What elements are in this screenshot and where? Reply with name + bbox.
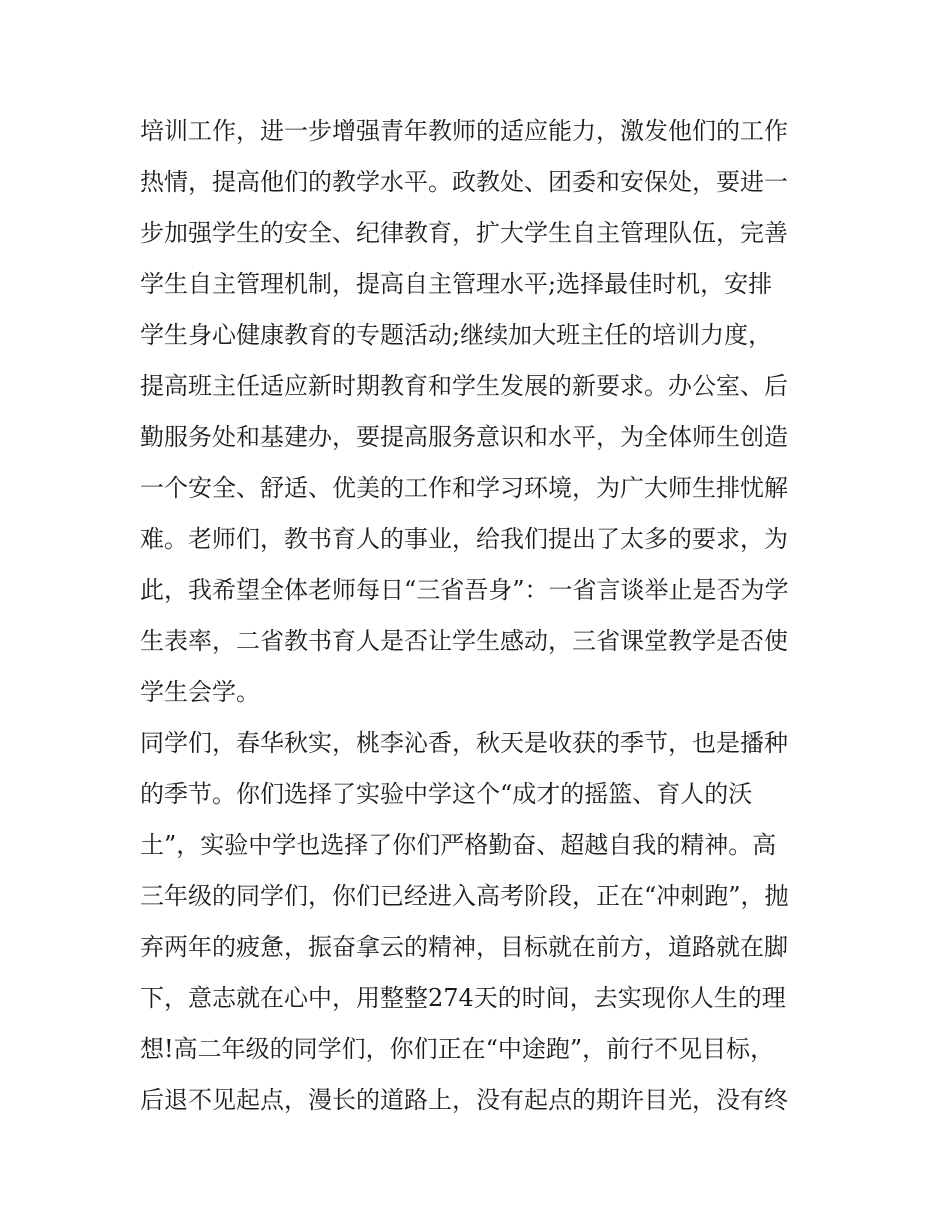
text-line-9: 难。老师们，教书育人的事业，给我们提出了太多的要求，为 [140, 525, 788, 553]
text-line-19: 想!高二年级的同学们，你们正在“中途跑”，前行不见目标， [140, 1035, 775, 1063]
text-line-8: 一个安全、舒适、优美的工作和学习环境，为广大师生排忧解 [140, 474, 788, 502]
text-line-7: 勤服务处和基建办，要提高服务意识和水平，为全体师生创造 [140, 423, 788, 451]
text-line-17: 弃两年的疲惫，振奋拿云的精神，目标就在前方，道路就在脚 [140, 933, 788, 961]
text-line-2: 热情，提高他们的教学水平。政教处、团委和安保处，要进一 [140, 168, 788, 196]
text-line-11: 生表率，二省教书育人是否让学生感动，三省课堂教学是否使 [140, 627, 788, 655]
text-line-15: 土”，实验中学也选择了你们严格勤奋、超越自我的精神。高 [140, 831, 777, 859]
text-line-4: 学生自主管理机制，提高自主管理水平;选择最佳时机，安排 [140, 270, 773, 298]
text-line-14: 的季节。你们选择了实验中学这个“成才的摇篮、育人的沃 [140, 780, 753, 808]
text-line-13: 同学们，春华秋实，桃李沁香，秋天是收获的季节，也是播种 [140, 729, 788, 757]
text-line-16: 三年级的同学们，你们已经进入高考阶段，正在“冲刺跑”，抛 [140, 882, 789, 910]
text-line-5: 学生身心健康教育的专题活动;继续加大班主任的培训力度， [140, 321, 773, 349]
text-line-10: 此，我希望全体老师每日“三省吾身”：一省言谈举止是否为学 [140, 576, 789, 604]
text-line-20: 后退不见起点，漫长的道路上，没有起点的期许目光，没有终 [140, 1086, 788, 1114]
text-line-12: 学生会学。 [140, 678, 260, 706]
text-line-1: 培训工作，进一步增强青年教师的适应能力，激发他们的工作 [140, 117, 788, 145]
text-line-6: 提高班主任适应新时期教育和学生发展的新要求。办公室、后 [140, 372, 788, 400]
document-body [140, 106, 820, 1126]
text-line-18: 下，意志就在心中，用整整274天的时间，去实现你人生的理 [140, 984, 786, 1012]
text-line-3: 步加强学生的安全、纪律教育，扩大学生自主管理队伍，完善 [140, 219, 788, 247]
